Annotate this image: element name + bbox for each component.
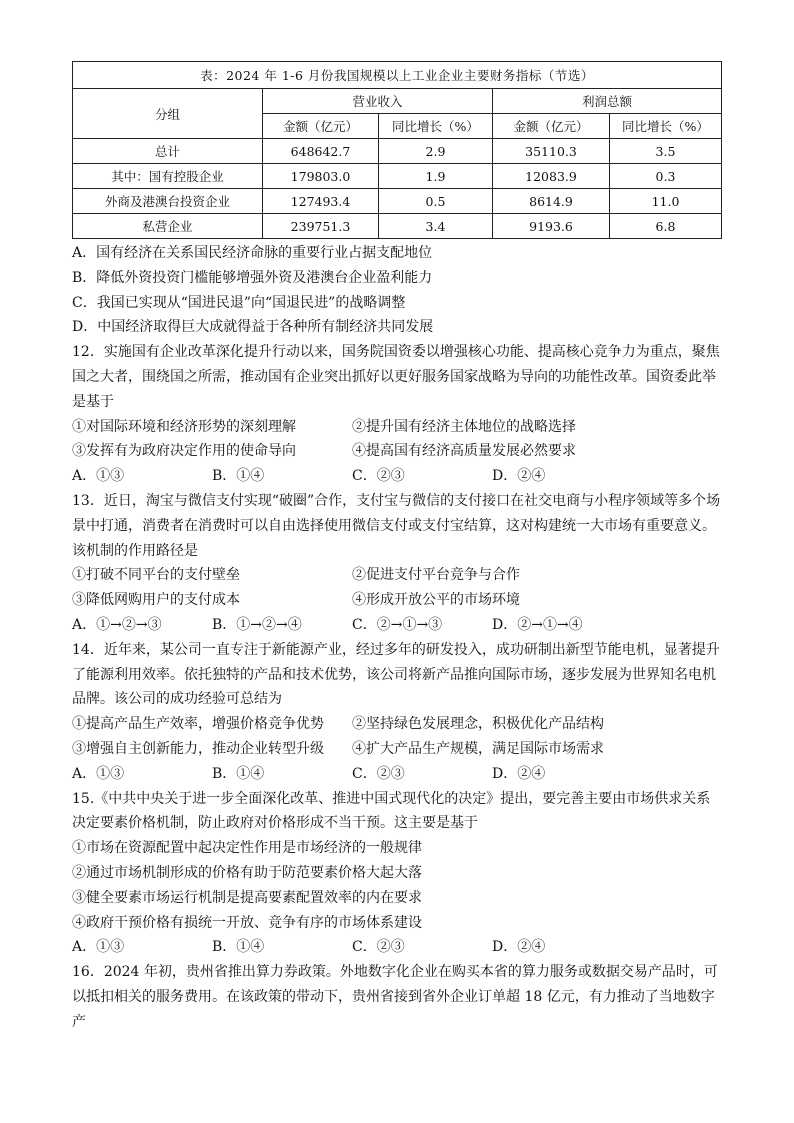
q12-item-4: ④提高国有经济高质量发展必然要求 — [352, 443, 576, 460]
q13-item-4: ④形成开放公平的市场环境 — [352, 592, 520, 609]
revenue-amount-header: 金额（亿元） — [263, 114, 379, 139]
group-header: 分组 — [73, 89, 263, 139]
table-row — [73, 214, 722, 239]
group-cell: 总计 — [73, 139, 263, 164]
q13-choices — [72, 613, 722, 638]
q12-items-row-1 — [72, 415, 722, 440]
revenue-amount-cell: 648642.7 — [263, 139, 379, 164]
profit-header: 利润总额 — [493, 89, 722, 114]
q11-option-a: A．国有经济在关系国民经济命脉的重要行业占据支配地位 — [72, 245, 433, 261]
q13-choice-c: C．②→①→③ — [352, 616, 443, 633]
q12-choice-d: D．②④ — [492, 468, 546, 485]
profit-growth-cell: 3.5 — [610, 139, 722, 164]
q15-choice-b: B．①④ — [212, 939, 265, 956]
q14-items-row-1 — [72, 712, 722, 737]
q11-option-c: C．我国已实现从“国进民退”向“国退民进”的战略调整 — [72, 294, 406, 311]
q14-choice-b: B．①④ — [212, 765, 265, 782]
q12-choice-b: B．①④ — [212, 468, 265, 485]
revenue-growth-header: 同比增长（%） — [379, 114, 493, 139]
q15-stem: 15.《中共中央关于进一步全面深化改革、推进中国式现代化的决定》提出，要完善主要由市场供求关系决定要素价格机制，防止政府对价格形成不当干预。这主要是基于 — [72, 790, 711, 832]
profit-amount-cell: 35110.3 — [493, 139, 610, 164]
q13-choice-a: A．①→②→③ — [72, 616, 162, 633]
q14-item-1: ①提高产品生产效率，增强价格竞争优势 — [72, 716, 324, 733]
q15-item-3: ③健全要素市场运行机制是提高要素配置效率的内在要求 — [72, 889, 422, 906]
q14-choice-d: D．②④ — [492, 765, 546, 782]
q12-choice-c: C．②③ — [352, 468, 405, 485]
profit-growth-cell: 0.3 — [610, 164, 722, 189]
q12-item-1: ①对国际环境和经济形势的深刻理解 — [72, 418, 296, 435]
q14-items-row-2 — [72, 737, 722, 762]
q11-option-b: B．降低外资投资门槛能够增强外资及港澳台企业盈利能力 — [72, 269, 433, 286]
question-body — [72, 241, 722, 1035]
q14-item-3: ③增强自主创新能力，推动企业转型升级 — [72, 740, 324, 757]
q16-stem: 16．2024 年初，贵州省推出算力券政策。外地数字化企业在购买本省的算力服务或数据交易产品时，可以抵扣相关的服务费用。在该政策的带动下，贵州省接到省外企业订单超 18 亿元，有力推动了当地数字产 — [72, 964, 718, 1030]
table-row — [73, 164, 722, 189]
group-cell: 其中：国有控股企业 — [73, 164, 263, 189]
q12-choice-a: A．①③ — [72, 468, 125, 485]
revenue-growth-cell: 1.9 — [379, 164, 493, 189]
q15-choice-a: A．①③ — [72, 939, 125, 956]
q12-choices — [72, 464, 722, 489]
q15-item-1: ①市场在资源配置中起决定性作用是市场经济的一般规律 — [72, 840, 422, 857]
q13-items-row-2 — [72, 588, 722, 613]
revenue-header: 营业收入 — [263, 89, 493, 114]
q13-item-2: ②促进支付平台竞争与合作 — [352, 567, 520, 584]
q12-item-2: ②提升国有经济主体地位的战略选择 — [352, 418, 576, 435]
q13-stem: 13．近日，淘宝与微信支付实现“破圈”合作，支付宝与微信的支付接口在社交电商与小程序领域等多个场景中打通，消费者在消费时可以自由选择使用微信支付或支付宝结算，这对构建统一大市场有重要意义。该机制的作用路径是 — [72, 492, 721, 559]
q15-item-4: ④政府干预价格有损统一开放、竞争有序的市场体系建设 — [72, 914, 422, 931]
q14-choice-a: A．①③ — [72, 765, 125, 782]
profit-amount-cell: 8614.9 — [493, 189, 610, 214]
revenue-amount-cell: 239751.3 — [263, 214, 379, 239]
q14-choices — [72, 762, 722, 787]
revenue-amount-cell: 127493.4 — [263, 189, 379, 214]
profit-amount-cell: 12083.9 — [493, 164, 610, 189]
profit-growth-cell: 6.8 — [610, 214, 722, 239]
q15-choices — [72, 935, 722, 960]
financial-indicators-table — [72, 61, 722, 239]
q13-choice-b: B．①→②→④ — [212, 616, 302, 633]
q15-choice-c: C．②③ — [352, 939, 405, 956]
profit-amount-cell: 9193.6 — [493, 214, 610, 239]
q12-stem: 12．实施国有企业改革深化提升行动以来，国务院国资委以增强核心功能、提高核心竞争力为重点，聚焦国之大者，围绕国之所需，推动国有企业突出抓好以更好服务国家战略为导向的功能性改革。国资委此举是基于 — [72, 344, 720, 410]
table-caption: 表：2024 年 1-6 月份我国规模以上工业企业主要财务指标（节选） — [73, 62, 722, 89]
q14-choice-c: C．②③ — [352, 765, 405, 782]
q13-items-row-1 — [72, 563, 722, 588]
group-cell: 外商及港澳台投资企业 — [73, 189, 263, 214]
revenue-growth-cell: 0.5 — [379, 189, 493, 214]
q12-item-3: ③发挥有为政府决定作用的使命导向 — [72, 443, 296, 460]
profit-amount-header: 金额（亿元） — [493, 114, 610, 139]
table-row — [73, 189, 722, 214]
q15-item-2: ②通过市场机制形成的价格有助于防范要素价格大起大落 — [72, 864, 422, 881]
q15-choice-d: D．②④ — [492, 939, 546, 956]
q13-choice-d: D．②→①→④ — [492, 616, 583, 633]
q14-item-2: ②坚持绿色发展理念，积极优化产品结构 — [352, 716, 604, 733]
q11-option-d: D．中国经济取得巨大成就得益于各种所有制经济共同发展 — [72, 319, 434, 336]
q12-items-row-2 — [72, 439, 722, 464]
revenue-amount-cell: 179803.0 — [263, 164, 379, 189]
q13-item-1: ①打破不同平台的支付壁垒 — [72, 567, 240, 584]
q14-stem: 14．近年来，某公司一直专注于新能源产业，经过多年的研发投入，成功研制出新型节能电机，显著提升了能源利用效率。依托独特的产品和技术优势，该公司将新产品推向国际市场，逐步发展为世界知名电机品牌。该公司的成功经验可总结为 — [72, 641, 720, 708]
q14-item-4: ④扩大产品生产规模，满足国际市场需求 — [352, 740, 604, 757]
profit-growth-header: 同比增长（%） — [610, 114, 722, 139]
revenue-growth-cell: 3.4 — [379, 214, 493, 239]
table-row — [73, 139, 722, 164]
profit-growth-cell: 11.0 — [610, 189, 722, 214]
revenue-growth-cell: 2.9 — [379, 139, 493, 164]
group-cell: 私营企业 — [73, 214, 263, 239]
q13-item-3: ③降低网购用户的支付成本 — [72, 592, 240, 609]
